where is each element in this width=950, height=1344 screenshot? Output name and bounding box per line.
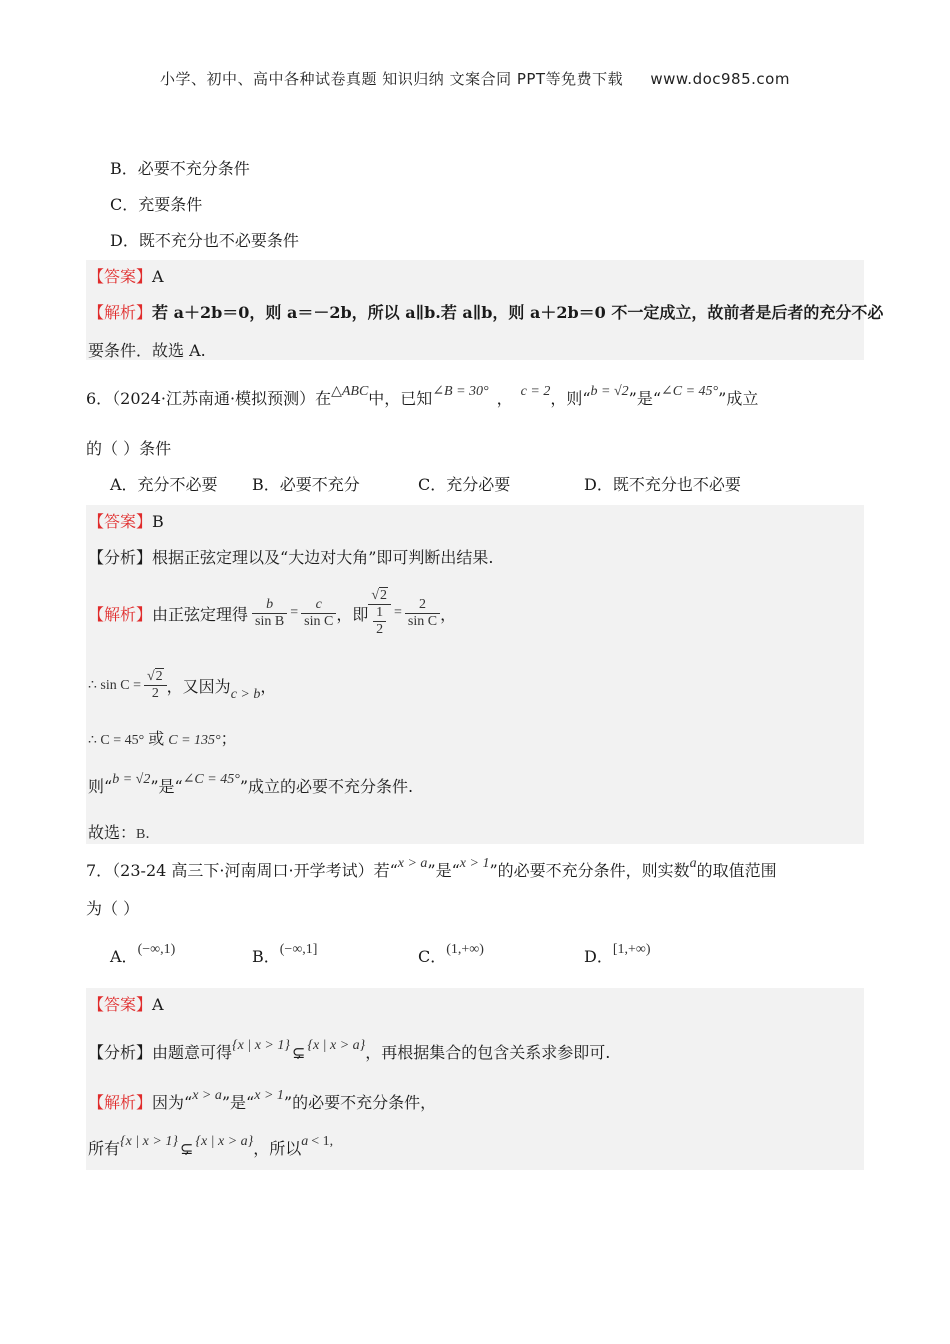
q7-stem-line2: 为（ ）: [86, 899, 140, 918]
sinc-eq: ∴ sin C =: [88, 677, 141, 693]
q6-stem-mid2: ，则“: [550, 389, 591, 408]
q5-option-b: B．必要不充分条件: [110, 159, 250, 178]
q7-option-b: B．(−∞,1]: [252, 942, 318, 966]
q6-stem-mid1: 中，已知: [368, 389, 433, 408]
q7-option-a: A．(−∞,1): [110, 942, 176, 966]
q6-conclusion: 则“b = √2”是“∠C = 45°”成立的必要不充分条件.: [88, 772, 414, 796]
q7-answer: 【答案】A: [88, 995, 164, 1014]
q6-option-a: A．充分不必要: [110, 475, 218, 494]
q7-option-c: C．(1,+∞): [418, 942, 484, 966]
analysis-label: 【解析】: [88, 303, 153, 322]
c-value: c = 2: [520, 384, 551, 399]
q7-fenxi: 【分析】由题意可得{x | x > 1} ⊊ {x | x > a}，再根据集合的包含关系求参即可.: [88, 1038, 611, 1062]
q6-angle-result: ∴ C = 45° 或 C = 135°；: [88, 729, 237, 748]
because-text: ，又因为: [166, 676, 231, 696]
q6-stem-mid3: ”是“: [628, 389, 662, 408]
header-url[interactable]: www.doc985.com: [650, 70, 790, 88]
q5-analysis-line2: 要条件．故选 A.: [88, 341, 206, 360]
q6-jiexi: 【解析】 由正弦定理得 $\frac{b}{\text{sin B}}$ = $\frac{c}{\text{sin C}}$ ，即 $\frac{√2}{\frac{1}{2}}$ = $\frac{2}{\text{sin C}}$ ，: [88, 588, 457, 637]
analysis-text: 若 a＋2b＝0，则 a＝－2b，所以 a∥b.若 a∥b，则 a＋2b＝0 不一定成立，故前者是后者的充分不必: [152, 303, 884, 322]
answer-value: B: [152, 512, 164, 531]
jiexi-prefix: 由正弦定理得: [152, 604, 249, 624]
answer-label: 【答案】: [88, 512, 153, 531]
q5-analysis-line1: [88, 300, 883, 323]
angle-b: ∠B = 30°: [432, 384, 489, 399]
q6-stem-line2: 的（ ）条件: [86, 439, 172, 458]
q5-option-c: C．充要条件: [110, 195, 203, 214]
fraction-c-over-sinc: $\frac{c}{\text{sin C}}$: [301, 597, 336, 630]
angle-c: ∠C = 45°: [661, 384, 719, 399]
q6-sep: ，: [496, 389, 513, 408]
q5-option-d: D．既不充分也不必要条件: [110, 231, 299, 250]
fraction-sqrt2-over-half: $\frac{√2}{\frac{1}{2}}$: [368, 588, 391, 638]
q6-sinc-line: ∴ sin C = $\frac{√2}{2}$ ，又因为 c > b ，: [88, 668, 277, 702]
fenxi-label: 【分析】: [88, 548, 153, 567]
q6-option-c: C．充分必要: [418, 475, 511, 494]
q6-stem-prefix: 6．（2024·江苏南通·模拟预测）在: [86, 389, 332, 408]
fraction-sqrt2-over-2: $\frac{√2}{2}$: [144, 669, 167, 702]
q6-option-b: B．必要不充分: [252, 475, 360, 494]
jiexi-mid: ，即: [336, 604, 369, 624]
triangle-abc: △ABC: [331, 384, 369, 399]
answer-value: A: [152, 267, 164, 286]
q5-answer: [88, 264, 164, 287]
c-gt-b: c > b: [230, 687, 261, 702]
fraction-b-over-sinb: $\frac{b}{\text{sin B}}$: [252, 597, 287, 630]
q6-stem-line1: [86, 386, 758, 409]
page-header: [0, 68, 950, 89]
q6-stem-end: ”成立: [718, 389, 759, 408]
jiexi-label: 【解析】: [88, 604, 153, 624]
q7-option-d: D．[1,+∞): [584, 942, 651, 966]
q7-jiexi: 【解析】因为“x > a”是“x > 1”的必要不充分条件，: [88, 1088, 437, 1112]
header-text: 小学、初中、高中各种试卷真题 知识归纳 文案合同 PPT等免费下载: [160, 70, 624, 88]
q7-last-line: 所有{x | x > 1} ⊊ {x | x > a}，所以a < 1,: [88, 1134, 334, 1158]
q6-fenxi: [88, 545, 493, 568]
q6-option-d: D．既不充分也不必要: [584, 475, 741, 494]
b-value: b = √2: [590, 384, 629, 399]
fraction-2-over-sinc: $\frac{2}{\text{sin C}}$: [405, 597, 440, 630]
q6-answer: [88, 509, 164, 532]
fenxi-text: 根据正弦定理以及“大边对大角”即可判断出结果.: [152, 548, 494, 567]
answer-label: 【答案】: [88, 267, 153, 286]
q7-stem-line1: 7．（23-24 高三下·河南周口·开学考试）若“x > a”是“x > 1”的必要不充分条件，则实数a的取值范围: [86, 856, 777, 880]
q6-choose: 故选：B．: [88, 823, 160, 842]
